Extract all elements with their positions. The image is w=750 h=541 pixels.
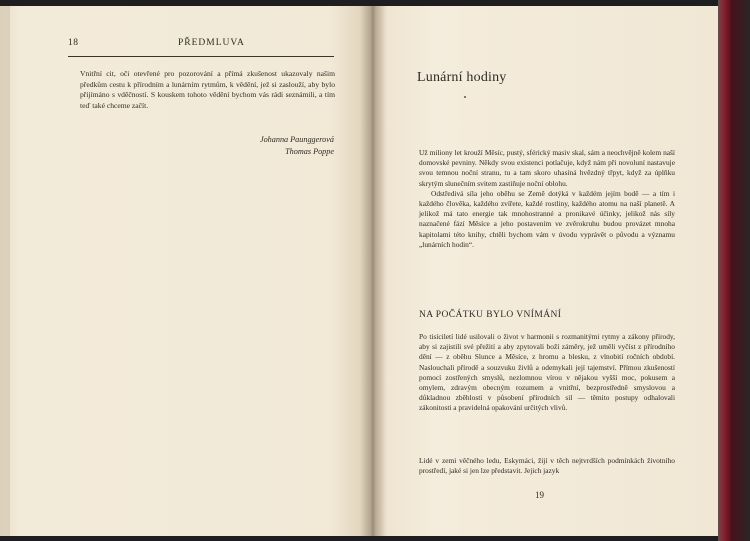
section-text-continued bbox=[419, 456, 675, 476]
preface-text bbox=[80, 69, 335, 111]
right-page bbox=[372, 6, 718, 536]
author-name: Thomas Poppe bbox=[285, 147, 334, 156]
author-name: Johanna Paunggerová bbox=[259, 135, 334, 144]
page-edges bbox=[0, 6, 10, 536]
left-page-number: 18 bbox=[68, 38, 79, 48]
chapter-title: Lunární hodiny bbox=[417, 70, 507, 85]
author-signature bbox=[260, 134, 334, 158]
running-head-title: PŘEDMLUVA bbox=[178, 38, 245, 48]
book-cover-edge bbox=[718, 0, 750, 541]
running-header bbox=[68, 32, 334, 57]
intro-paragraph: Odstředivá síla jeho oběhu se Země dotýká v každém jejím bodě — a tím i každého člověka, každého zvířete, každé rostliny, každého atomu na naší planetě. A jelikož má tato energie tak mnohostranné a pronikavé účinky, jelikož nás síly naznačené fází Měsíce a jeho postavením ve zvěrokruhu budou provázet mnoha kapitolami této knihy, chtěli bychom vám v úvodu vyprávět o původu a významu „lunárních hodin“. bbox=[419, 188, 675, 249]
section-paragraph: Lidé v zemi věčného ledu, Eskymáci, žijí v těch nejtvrdších podmínkách životního prostředí, jaké si jen lze představit. Jejich jazyk bbox=[419, 456, 675, 476]
preface-paragraph: Vnitřní cit, oči otevřené pro pozorování a přímá zkušenost ukazovaly našim předkům cestu k přírodním a lunárním rytmům, k vědění, jež si zaslouží, aby bylo přijímáno s vděčností. S kouskem tohoto vědění bychom vás rádi seznámili, a tím teď také chceme začít. bbox=[80, 69, 335, 110]
intro-paragraph: Už miliony let krouží Měsíc, pustý, sférický masiv skal, sám a neochvějně kolem naší domovské pevniny. Někdy svou existenci potlačuje, když nám při novoluní nastavuje svou temnou noční stranu, tu a tam skoro uhasíná hvězdný třpyt, když za úplňku skrytým slunečním svitem zastiňuje noční oblohu. bbox=[419, 148, 675, 188]
left-page bbox=[0, 6, 372, 536]
chapter-intro bbox=[419, 148, 675, 250]
book-gutter bbox=[360, 6, 386, 536]
section-text bbox=[419, 332, 675, 414]
section-paragraph: Po tisíciletí lidé usilovali o život v harmonii s rozmanitými rytmy a zákony přírody, aby si zajistili své přežití a aby zpytovali boží záměry, jež uměli vyčíst z přírodního dění — z oběhu Slunce a Měsíce, z hromu a blesku, z vlnobití ročních období. Naslouchali přírodě a souzvuku živlů a odemykali její tajemství. Přímou zkušeností pomocí zostřených smyslů, nezlomnou vírou v nějakou vyšší moc, pokusem a omylem, zdravým obecným rozumem a vnitřní, bezprostředně smyslovou a důkladnou zběhlostí v působení přírodních sil — těmito postupy odhalovali zákonitosti a pravidelná opakování určitých vlivů. bbox=[419, 332, 675, 413]
section-heading: NA POČÁTKU BYLO VNÍMÁNÍ bbox=[419, 310, 562, 320]
print-speck bbox=[464, 96, 466, 98]
right-page-number: 19 bbox=[535, 490, 544, 500]
